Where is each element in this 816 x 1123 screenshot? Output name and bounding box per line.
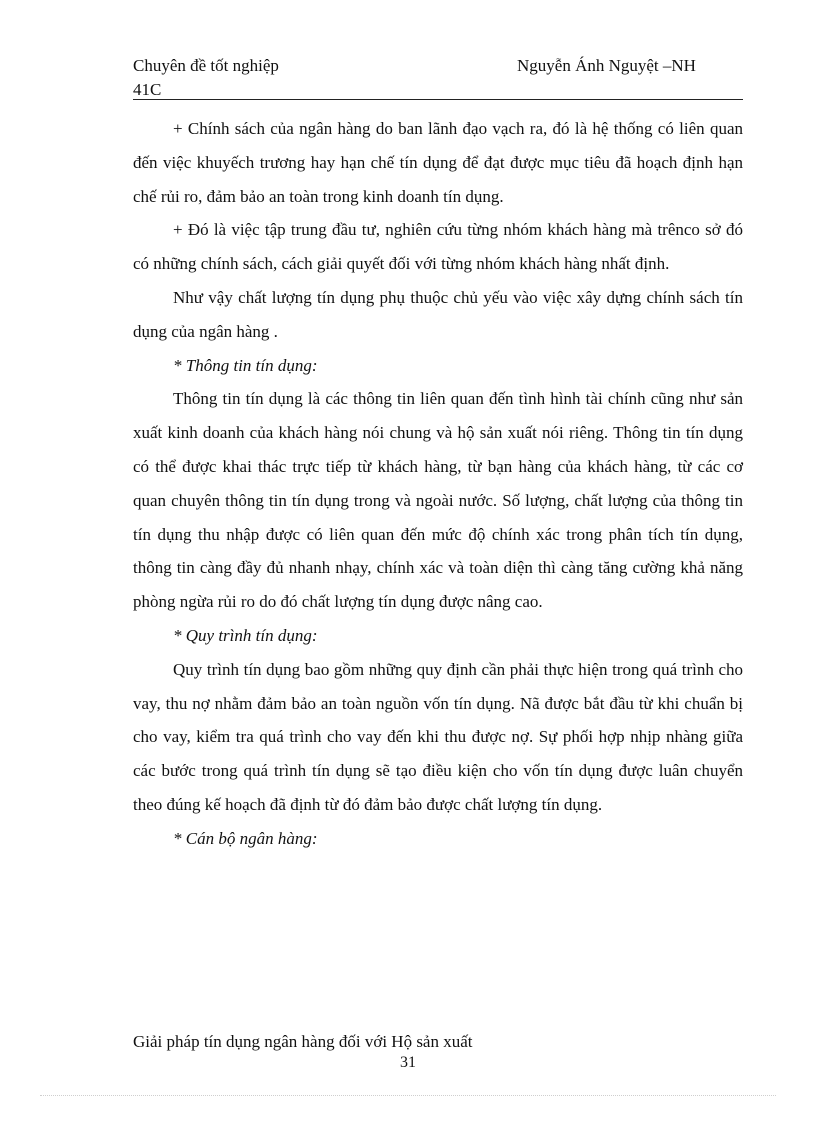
paragraph: Như vậy chất lượng tín dụng phụ thuộc chủ yếu vào việc xây dựng chính sách tín dụng của ngân hàng . — [133, 287, 743, 341]
page-bottom-divider — [40, 1095, 776, 1096]
section-heading: * Thông tin tín dụng: — [173, 355, 318, 375]
header-divider — [133, 99, 743, 100]
header-document-type: Chuyên đề tốt nghiệp — [133, 56, 279, 75]
header-class-code: 41C — [133, 80, 162, 99]
page-number: 31 — [400, 1054, 416, 1071]
header-author: Nguyễn Ánh Nguyệt –NH — [517, 56, 696, 75]
paragraph: + Chính sách của ngân hàng do ban lãnh đạo vạch ra, đó là hệ thống có liên quan đến việc khuyếch trương hay hạn chế tín dụng để đạt được mục tiêu đã hoạch định hạn chế rủi ro, đảm bảo an toàn trong kinh doanh tín dụng. — [133, 119, 743, 206]
document-body — [133, 112, 743, 856]
footer-title: Giải pháp tín dụng ngân hàng đối với Hộ sản xuất — [133, 1032, 473, 1051]
paragraph: Quy trình tín dụng bao gồm những quy định cần phải thực hiện trong quá trình cho vay, thu nợ nhằm đảm bảo an toàn nguồn vốn tín dụng. Nã được bắt đầu từ khi chuẩn bị cho vay, kiểm tra quá trình cho vay đến khi thu được nợ. Sự phối hợp nhịp nhàng giữa các bước trong quá trình tín dụng sẽ tạo điều kiện cho vốn tín dụng được luân chuyển theo đúng kế hoạch đã định từ đó đảm bảo được chất lượng tín dụng. — [133, 659, 743, 814]
paragraph: Thông tin tín dụng là các thông tin liên quan đến tình hình tài chính cũng như sản xuất kinh doanh của khách hàng nói chung và hộ sản xuất nói riêng. Thông tin tín dụng có thể được khai thác trực tiếp từ khách hàng, từ bạn hàng của khách hàng, từ các cơ quan chuyên thông tin tín dụng trong và ngoài nước. Số lượng, chất lượng của thông tin tín dụng thu nhập được có liên quan đến mức độ chính xác trong phân tích tín dụng, thông tin càng đầy đủ nhanh nhạy, chính xác và toàn diện thì càng tăng cường khả năng phòng ngừa rủi ro do đó chất lượng tín dụng được nâng cao. — [133, 389, 743, 612]
section-heading: * Quy trình tín dụng: — [173, 625, 318, 645]
section-heading: * Cán bộ ngân hàng: — [173, 828, 318, 848]
paragraph: + Đó là việc tập trung đầu tư, nghiên cứu từng nhóm khách hàng mà trênco sở đó có những chính sách, cách giải quyết đối với từng nhóm khách hàng nhất định. — [133, 220, 743, 274]
